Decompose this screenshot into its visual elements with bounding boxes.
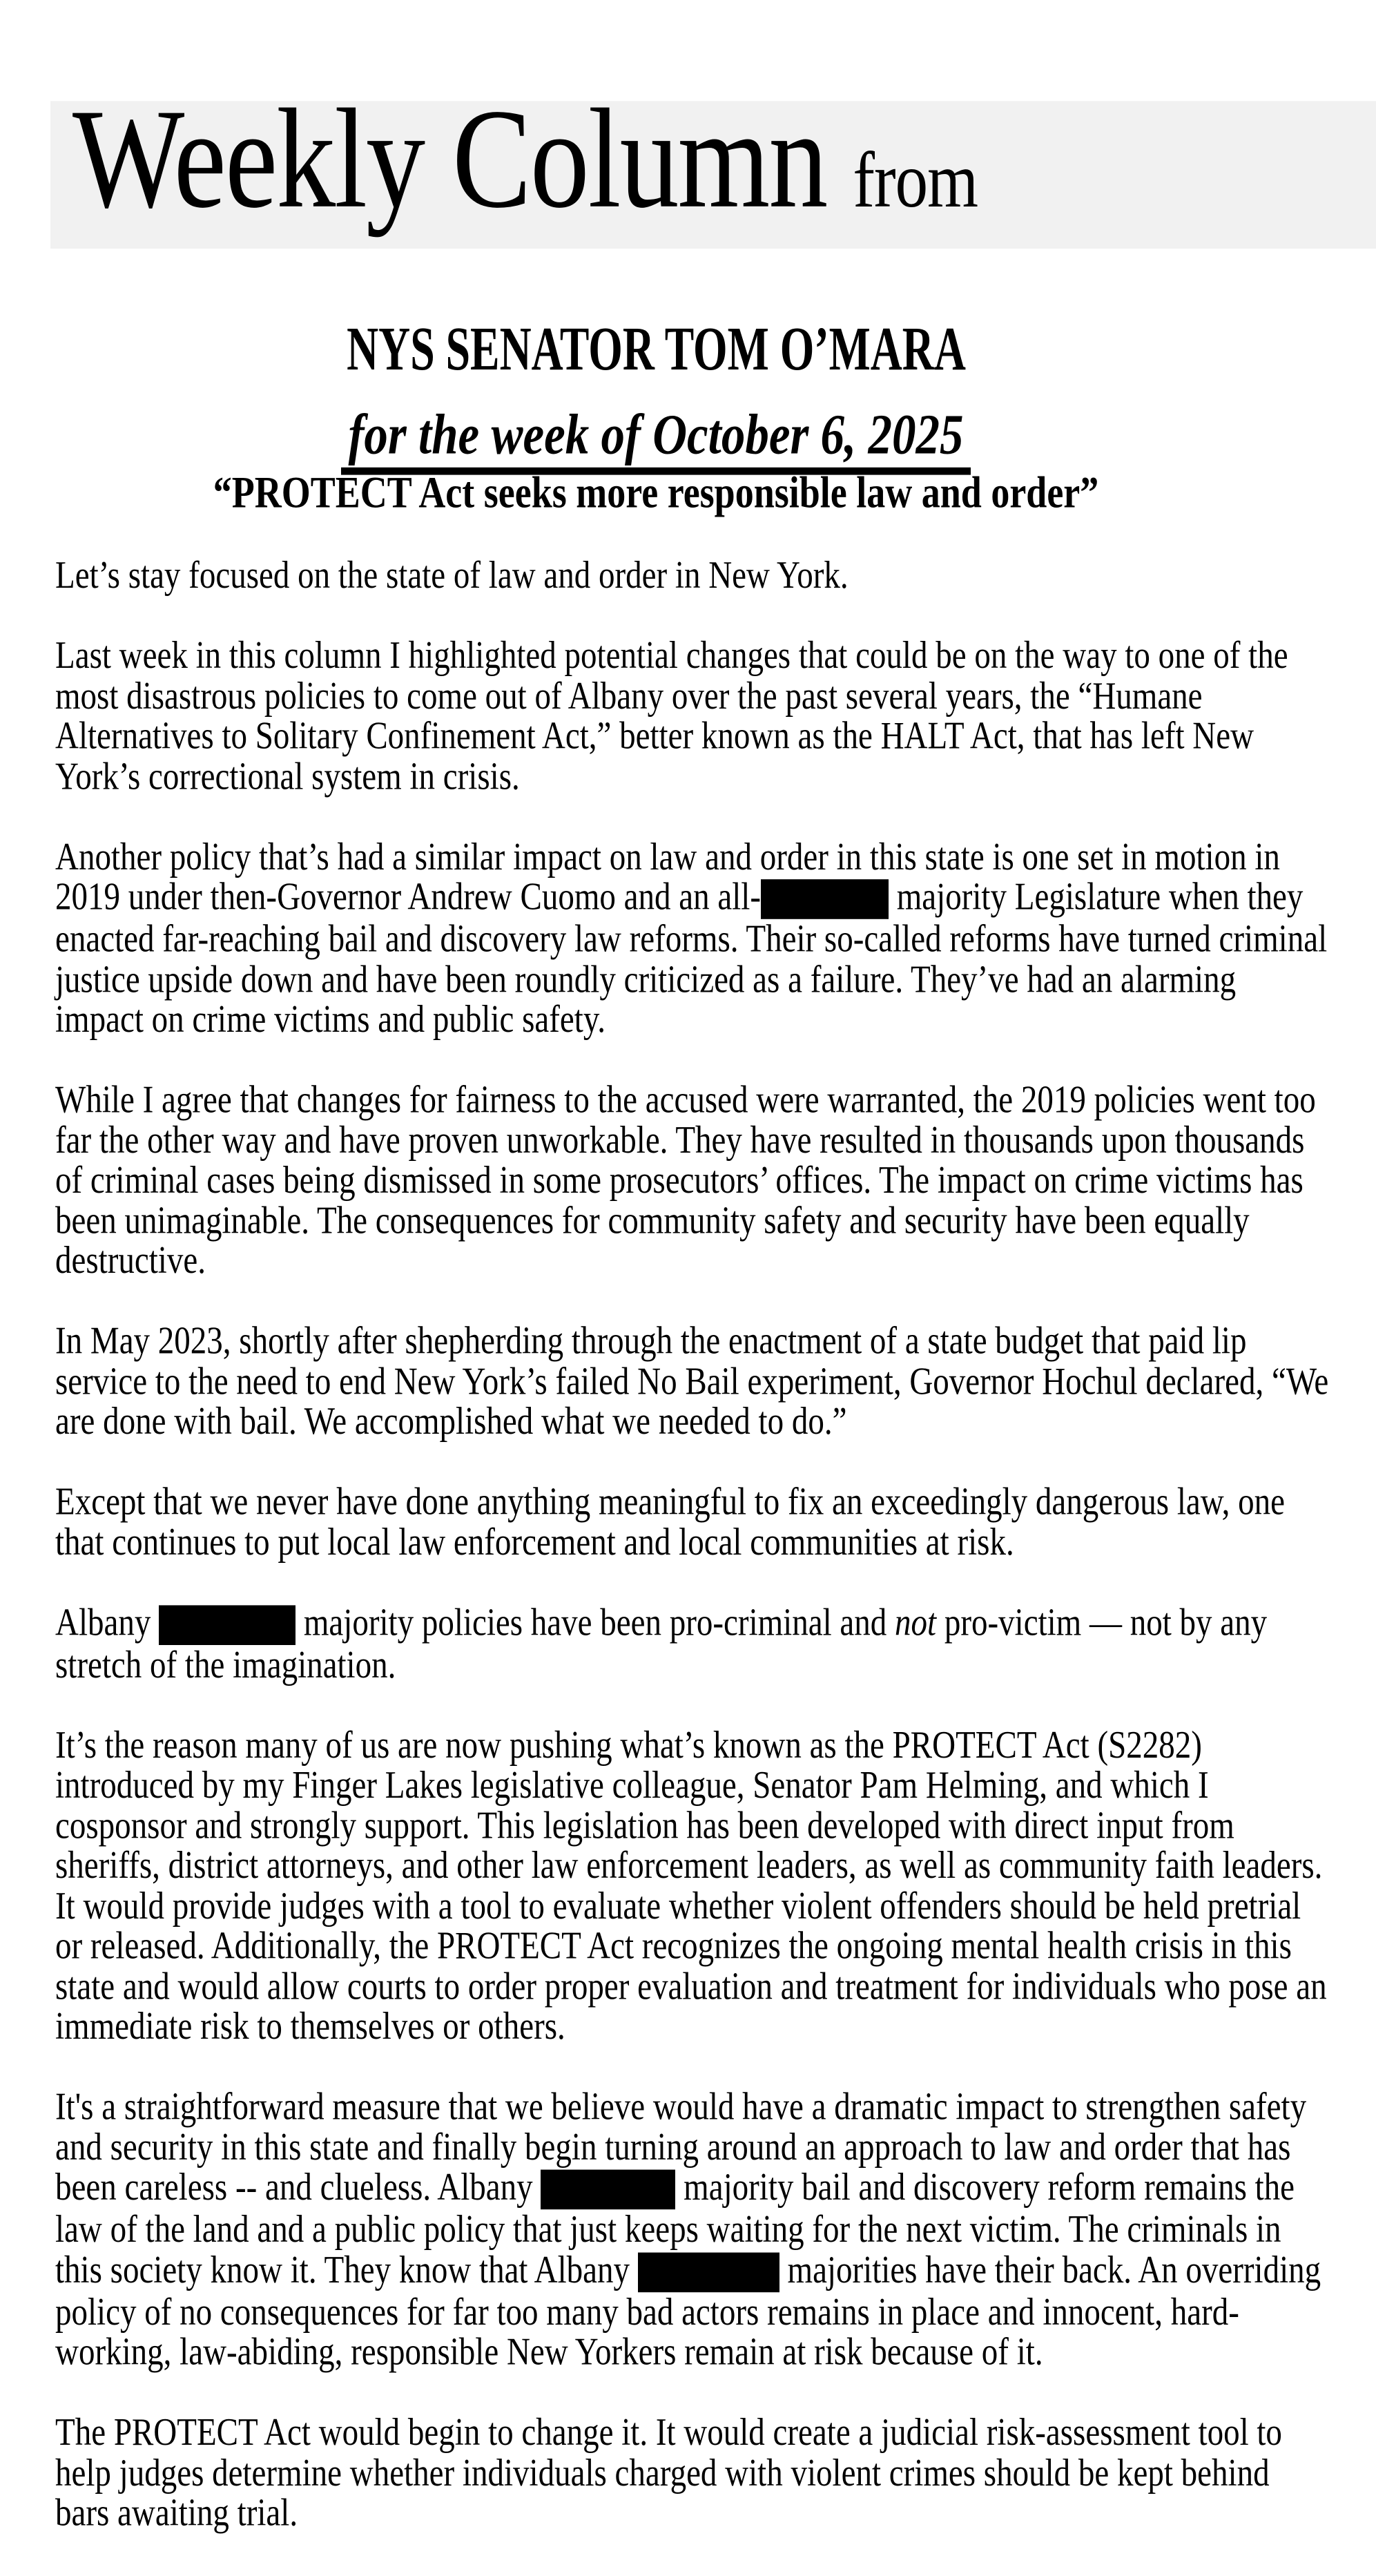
paragraph-text: Let’s stay focused on the state of law and order in New York. [55, 553, 849, 597]
paragraph [55, 836, 1329, 1039]
paragraph [55, 1725, 1329, 2047]
paragraph-text: Albany [55, 1600, 159, 1644]
paragraph-text: majority bail and discovery reform remains the law of the land and a public policy that just keeps waiting for the next victim. The criminals in this society know it. They know that Albany [55, 2165, 1295, 2291]
paragraph-text: pro-victim — not by any stretch of the imagination. [55, 1600, 1268, 1686]
redaction-bar [761, 879, 889, 919]
byline [0, 315, 1312, 384]
article-body [55, 555, 1329, 2573]
paragraph-text: The PROTECT Act would begin to change it. It would create a judicial risk-assessment tool to help judges determine whether individuals charged with violent crimes should be kept behind bars awaiting trial. [55, 2410, 1282, 2535]
headline-text: “PROTECT Act seeks more responsible law and order” [213, 467, 1099, 517]
paragraph [55, 1321, 1329, 1442]
paragraph-text: majority policies have been pro-criminal and [295, 1600, 895, 1644]
paragraph-text: While I agree that changes for fairness to the accused were warranted, the 2019 policies went too far the other way and have proven unworkable. They have resulted in thousands upon thousands of criminal cases being dismissed in some prosecutors’ offices. The impact on crime victims has been unimaginable. The consequences for community safety and security have been equally destructive. [55, 1078, 1316, 1282]
paragraph [55, 555, 1329, 595]
masthead [72, 80, 978, 238]
paragraph-text: Last week in this column I highlighted potential changes that could be on the way to one of the most disastrous policies to come out of Albany over the past several years, the “Humane Alternatives to Solitary Confinement Act,” better known as the HALT Act, that has left New York’s correctional system in crisis. [55, 634, 1288, 798]
date-line [0, 403, 1312, 475]
headline [0, 467, 1312, 517]
paragraph-text: majority Legislature when they enacted far-reaching bail and discovery law reforms. Their so-called reforms have turned criminal justice upside down and have been roundly criticized as a failure. They’ve had an alarming impact on crime victims and public safety. [55, 875, 1328, 1041]
paragraph [55, 635, 1329, 796]
paragraph [55, 1080, 1329, 1281]
redaction-bar [159, 1605, 295, 1645]
redaction-bar [638, 2252, 779, 2292]
byline-text: NYS SENATOR TOM O’MARA [346, 315, 966, 384]
paragraph-text: It’s the reason many of us are now pushing what’s known as the PROTECT Act (S2282) introduced by my Finger Lakes legislative colleague, Senator Pam Helming, and which I cosponsor and strongly support. This legislation has been developed with direct input from sheriffs, district attorneys, and other law enforcement leaders, as well as community faith leaders. It would provide judges with a tool to evaluate whether violent offenders should be held pretrial or released. Additionally, the PROTECT Act recognizes the ongoing mental health crisis in this state and would allow courts to order proper evaluation and treatment for individuals who pose an immediate risk to themselves or others. [55, 1723, 1327, 2048]
paragraph-text: majorities have their back. An overriding policy of no consequences for far too many bad actors remains in place and innocent, hard-working, law-abiding, responsible New Yorkers remain at risk because of it. [55, 2248, 1321, 2374]
paragraph [55, 2412, 1329, 2533]
masthead-suffix: from [853, 135, 978, 224]
paragraph-text: Another policy that’s had a similar impact on law and order in this state is one set in motion in 2019 under then-Governor Andrew Cuomo and an all- [55, 835, 1280, 919]
masthead-title: Weekly Column [72, 80, 827, 238]
redaction-bar [541, 2170, 675, 2210]
paragraph-text: It's a straightforward measure that we believe would have a dramatic impact to strengthen safety and security in this state and finally begin turning around an approach to law and order that has been careless -- and clueless. Albany [55, 2085, 1307, 2209]
paragraph [55, 2087, 1329, 2372]
paragraph [55, 1482, 1329, 1562]
paragraph-text: In May 2023, shortly after shepherding through the enactment of a state budget that paid lip service to the need to end New York’s failed No Bail experiment, Governor Hochul declared, “We are done with bail. We accomplished what we needed to do.” [55, 1319, 1329, 1443]
date-line-text: for the week of October 6, 2025 [341, 406, 970, 475]
italic-emphasis: not [895, 1600, 937, 1644]
paragraph-text: Except that we never have done anything meaningful to fix an exceedingly dangerous law, one that continues to put local law enforcement and local communities at risk. [55, 1480, 1286, 1564]
paragraph [55, 1602, 1329, 1684]
